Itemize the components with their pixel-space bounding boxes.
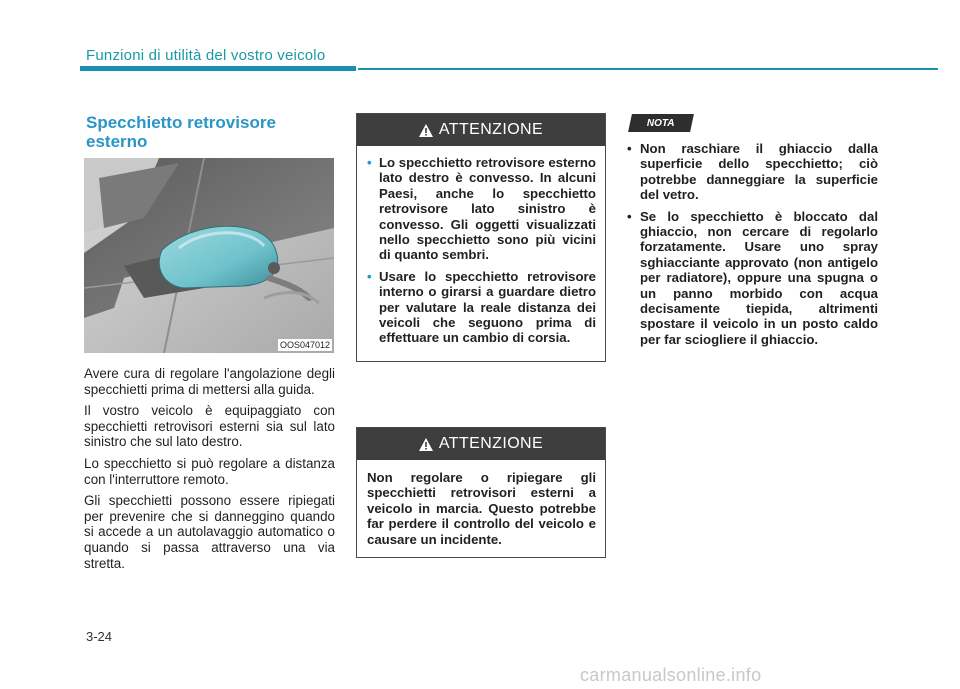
warning-item: • Usare lo specchietto retrovisore interno o girarsi a guardare dietro per valutare la reale distanza dei veicoli che seguono prima di effettuare un cambio di corsia. [367,268,596,346]
body-paragraph: Gli specchietti possono essere ripiegati per prevenire che si danneggino quando si accede a un autolavaggio automatico o quando si passa attraverso una via stretta. [84,493,335,571]
warning-item-text: Usare lo specchietto retrovisore interno o girarsi a guardare dietro per valutare la reale distanza dei veicoli che seguono prima di effettuare un cambio di corsia. [379,268,596,346]
warning-body [357,146,605,361]
warning-header [357,114,605,146]
mirror-illustration [84,158,334,353]
warning-title: ATTENZIONE [438,121,544,138]
nota-list [626,141,878,353]
body-paragraph: Lo specchietto si può regolare a distanza con l'interruttore remoto. [84,455,335,487]
warning-item-text: Lo specchietto retrovisore esterno lato destro è convesso. In alcuni Paesi, anche lo specchietto retrovisore lato sinistro è convesso. Gli oggetti visualizzati nello specchietto sono più vicini di quanto sembri. [379,155,596,263]
warning-header [357,428,605,460]
warning-title: ATTENZIONE [438,435,544,452]
nota-item: • Se lo specchietto è bloccato dal ghiaccio, non cercare di regolarlo forzatamente. Usare uno spray sghiacciante approvato (non antigelo per radiatore), oppure una spugna o un panno morbido con acqua decisamente tiepida, altrimenti spostare il veicolo in un posto caldo per far sciogliere il ghiaccio. [627,208,878,347]
nota-label: NOTA [647,117,675,129]
warning-body [357,460,605,557]
nota-item-text: Non raschiare il ghiaccio dalla superficie dello specchietto; ciò potrebbe danneggiare la superficie del vetro. [640,141,878,203]
warning-box-2 [356,427,606,558]
image-code: OOS047012 [279,340,330,350]
page-number: 3-24 [86,629,113,644]
body-paragraph: Il vostro veicolo è equipaggiato con specchietti retrovisori esterni sia sul lato sinistro che sul lato destro. [84,403,335,450]
watermark: carmanualsonline.info [580,665,762,685]
nota-item: • Non raschiare il ghiaccio dalla superficie dello specchietto; ciò potrebbe danneggiare la superficie del vetro. [627,141,878,203]
warning-text: Non regolare o ripiegare gli specchietti retrovisori esterni a veicolo in marcia. Questo potrebbe far perdere il controllo del veicolo e causare un incidente. [367,470,596,547]
nota-item-text: Se lo specchietto è bloccato dal ghiaccio, non cercare di regolarlo forzatamente. Usare uno spray sghiacciante approvato (non antigelo per radiatore), oppure una spugna o un panno morbido con acqua decisamente tiepida, altrimenti spostare il veicolo in un posto caldo per far sciogliere il ghiaccio. [640,208,878,347]
nota-badge [628,114,694,132]
body-paragraph: Avere cura di regolare l'angolazione degli specchietti prima di mettersi alla guida. [84,366,335,397]
header-rule [358,68,938,70]
header-title: Funzioni di utilità del vostro veicolo [86,47,326,64]
section-title: Specchietto retrovisore esterno [86,113,276,151]
warning-item: • Lo specchietto retrovisore esterno lato destro è convesso. In alcuni Paesi, anche lo specchietto retrovisore lato sinistro è convesso. Gli oggetti visualizzati nello specchietto sono più vicini di quanto sembri. [367,155,596,263]
warning-triangle-icon [419,124,433,137]
warning-box-1 [356,113,606,362]
car-mirror-image [84,158,334,353]
warning-triangle-icon [419,438,433,451]
body-text [84,366,335,577]
header-accent-bar [80,66,356,71]
